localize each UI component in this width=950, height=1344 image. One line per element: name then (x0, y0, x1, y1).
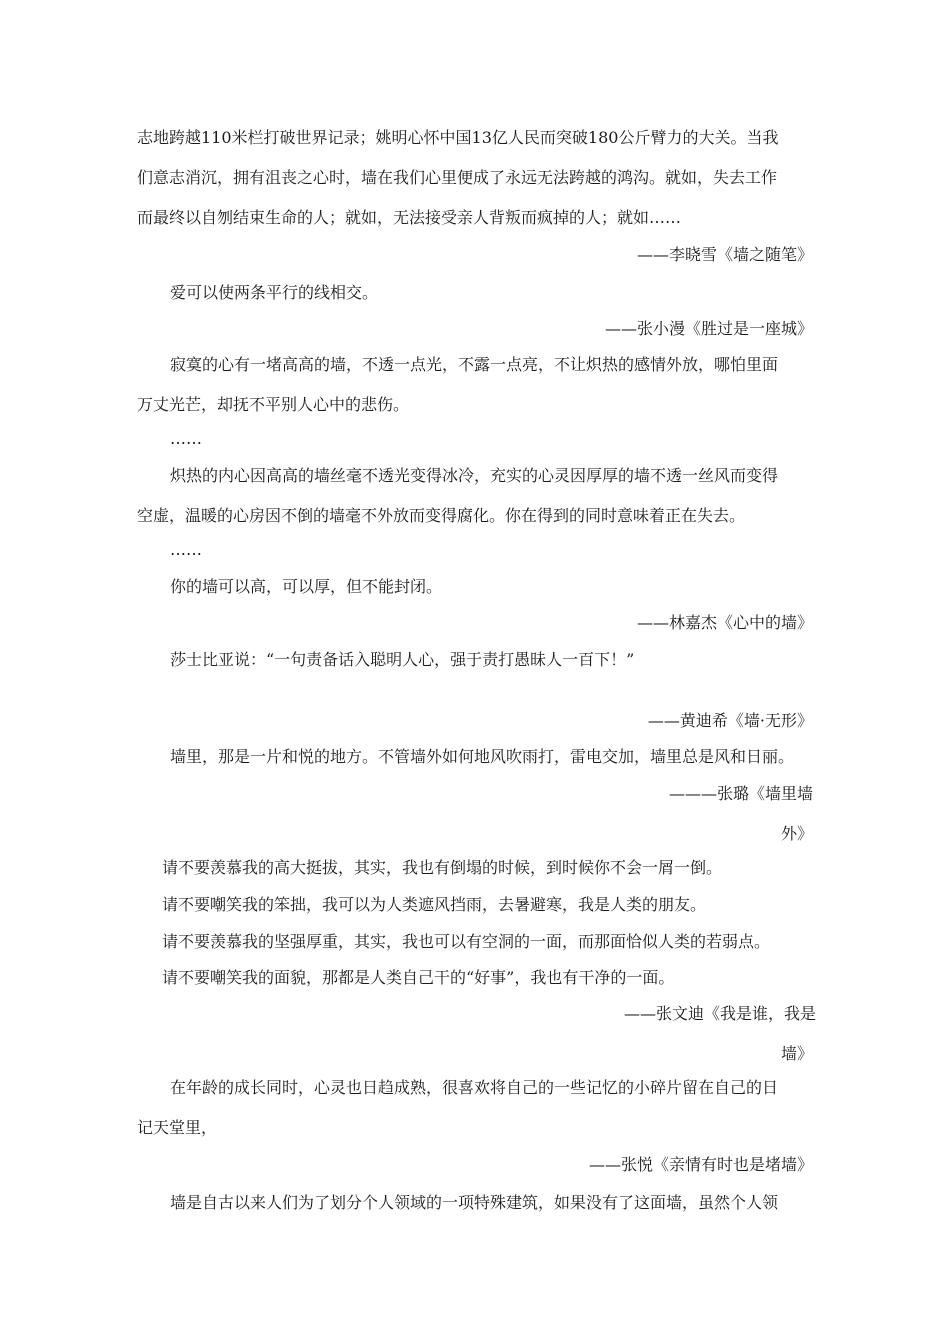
attribution: ——张文迪《我是谁，我是 (623, 1004, 816, 1023)
text-line: 炽热的内心因高高的墙丝毫不透光变得冰冷，充实的心灵因厚厚的墙不透一丝风而变得 (170, 466, 779, 485)
text-line: 你的墙可以高，可以厚，但不能封闭。 (170, 577, 443, 596)
text-line: 而最终以自刎结束生命的人；就如，无法接受亲人背叛而疯掉的人；就如…… (137, 208, 682, 227)
attribution: ——张小漫《胜过是一座城》 (604, 319, 813, 338)
text-line: 空虚，温暖的心房因不倒的墙毫不外放而变得腐化。你在得到的同时意味着正在失去。 (137, 506, 746, 525)
text-line: 在年龄的成长同时，心灵也日趋成熟，很喜欢将自己的一些记忆的小碎片留在自己的日 (170, 1078, 779, 1097)
text-line: 们意志消沉，拥有沮丧之心时，墙在我们心里便成了永远无法跨越的鸿沟。就如，失去工作 (137, 168, 778, 187)
text-line: 莎士比亚说：“一句责备话入聪明人心，强于责打愚昧人一百下！” (170, 650, 635, 669)
text-line: 志地跨越110米栏打破世界记录；姚明心怀中国13亿人民而突破180公斤臂力的大关。当我 (137, 128, 779, 147)
text-line: 万丈光芒，却抚不平别人心中的悲伤。 (137, 395, 410, 414)
ellipsis: …… (170, 540, 202, 559)
text-line: 请不要嘲笑我的笨拙，我可以为人类遮风挡雨，去暑避寒，我是人类的朋友。 (162, 895, 707, 914)
attribution: ——李晓雪《墙之随笔》 (636, 245, 813, 264)
attribution: ——张悦《亲情有时也是堵墙》 (588, 1155, 813, 1174)
text-line: 请不要嘲笑我的面貌，那都是人类自己干的“好事”，我也有干净的一面。 (162, 968, 675, 987)
ellipsis: …… (170, 429, 202, 448)
attribution: 墙》 (780, 1044, 813, 1063)
text-line: 墙里，那是一片和悦的地方。不管墙外如何地风吹雨打，雷电交加，墙里总是风和日丽。 (170, 747, 795, 766)
attribution: ———张璐《墙里墙 (668, 784, 813, 803)
attribution: ——黄迪希《墙·无形》 (647, 711, 813, 730)
text-line: 寂寞的心有一堵高高的墙，不透一点光，不露一点亮，不让炽热的感情外放，哪怕里面 (170, 355, 779, 374)
text-line: 请不要羡慕我的坚强厚重，其实，我也可以有空洞的一面，而那面恰似人类的若弱点。 (162, 932, 771, 951)
attribution: ——林嘉杰《心中的墙》 (636, 613, 813, 632)
attribution: 外》 (780, 824, 813, 843)
text-line: 请不要羡慕我的高大挺拔，其实，我也有倒塌的时候，到时候你不会一屑一倒。 (162, 858, 723, 877)
text-line: 爱可以使两条平行的线相交。 (170, 283, 379, 302)
text-line: 墙是自古以来人们为了划分个人领域的一项特殊建筑，如果没有了这面墙，虽然个人领 (170, 1193, 779, 1212)
text-line: 记天堂里， (137, 1118, 218, 1137)
